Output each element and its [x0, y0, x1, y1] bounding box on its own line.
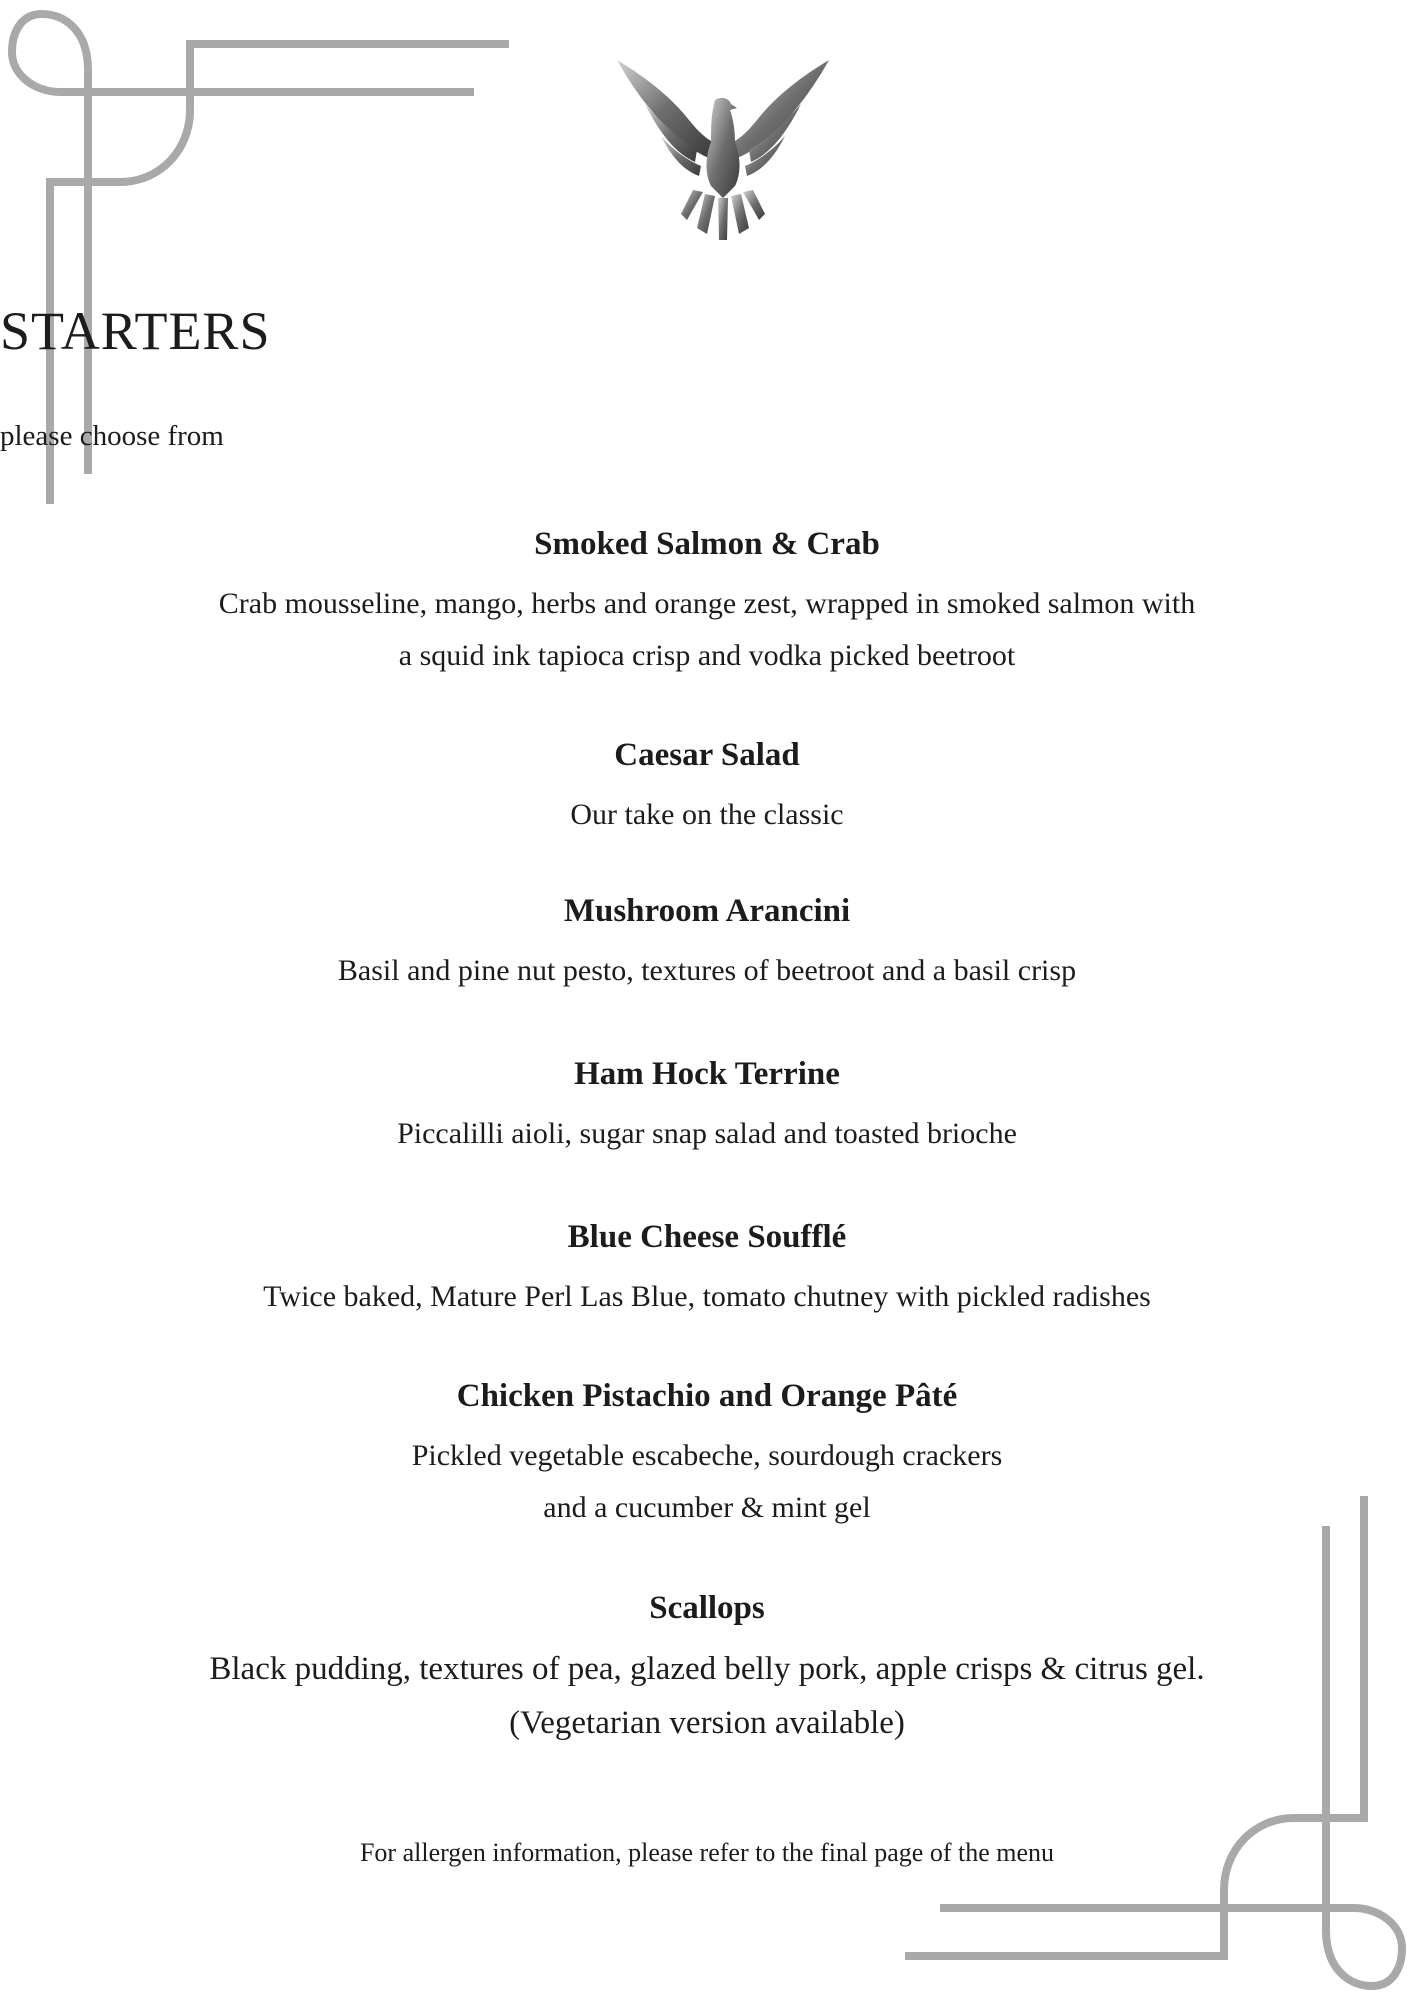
menu-item-description: [0, 1642, 1414, 1750]
menu-item-name: Ham Hock Terrine: [574, 1056, 840, 1092]
menu-item-description-line: Piccalilli aioli, sugar snap salad and toasted brioche: [397, 1117, 1017, 1150]
menu-item: [0, 891, 1414, 997]
page-subtitle: please choose from: [0, 420, 224, 452]
menu-item-description-line: Twice baked, Mature Perl Las Blue, tomato chutney with pickled radishes: [263, 1280, 1151, 1313]
menu-item-description: [0, 789, 1414, 841]
menu-item-description-line: Black pudding, textures of pea, glazed belly pork, apple crisps & citrus gel.: [209, 1651, 1205, 1687]
eagle-logo-icon: [617, 58, 829, 240]
menu-item-name: Smoked Salmon & Crab: [534, 526, 880, 562]
menu-item: [0, 1054, 1414, 1160]
menu-item-name: Scallops: [649, 1590, 765, 1626]
menu-item-name: Blue Cheese Soufflé: [567, 1219, 847, 1255]
menu-item-description-line: a squid ink tapioca crisp and vodka picked beetroot: [398, 639, 1016, 672]
menu-item-description: [0, 1430, 1414, 1534]
page-title: STARTERS: [0, 301, 271, 361]
menu-item-description: [0, 578, 1414, 682]
menu-item-description: [0, 1271, 1414, 1323]
menu-item-name: Mushroom Arancini: [563, 893, 851, 929]
menu-item-description: [0, 945, 1414, 997]
menu-item-description-line: and a cucumber & mint gel: [543, 1491, 871, 1524]
menu-item: [0, 1217, 1414, 1323]
menu-item: [0, 1588, 1414, 1750]
menu-item-description-line: (Vegetarian version available): [509, 1705, 905, 1741]
menu-item-description-line: Basil and pine nut pesto, textures of beetroot and a basil crisp: [337, 954, 1077, 987]
menu-item: [0, 524, 1414, 682]
menu-item-description: [0, 1108, 1414, 1160]
menu-item-name: Caesar Salad: [614, 737, 800, 773]
menu-item-name: Chicken Pistachio and Orange Pâté: [456, 1378, 958, 1414]
allergen-note: For allergen information, please refer to the final page of the menu: [359, 1838, 1055, 1867]
menu-item-description-line: Crab mousseline, mango, herbs and orange zest, wrapped in smoked salmon with: [218, 587, 1196, 620]
menu-item: [0, 735, 1414, 841]
menu-item-description-line: Our take on the classic: [570, 798, 844, 831]
menu-item-description-line: Pickled vegetable escabeche, sourdough crackers: [411, 1439, 1003, 1472]
menu-item: [0, 1376, 1414, 1534]
